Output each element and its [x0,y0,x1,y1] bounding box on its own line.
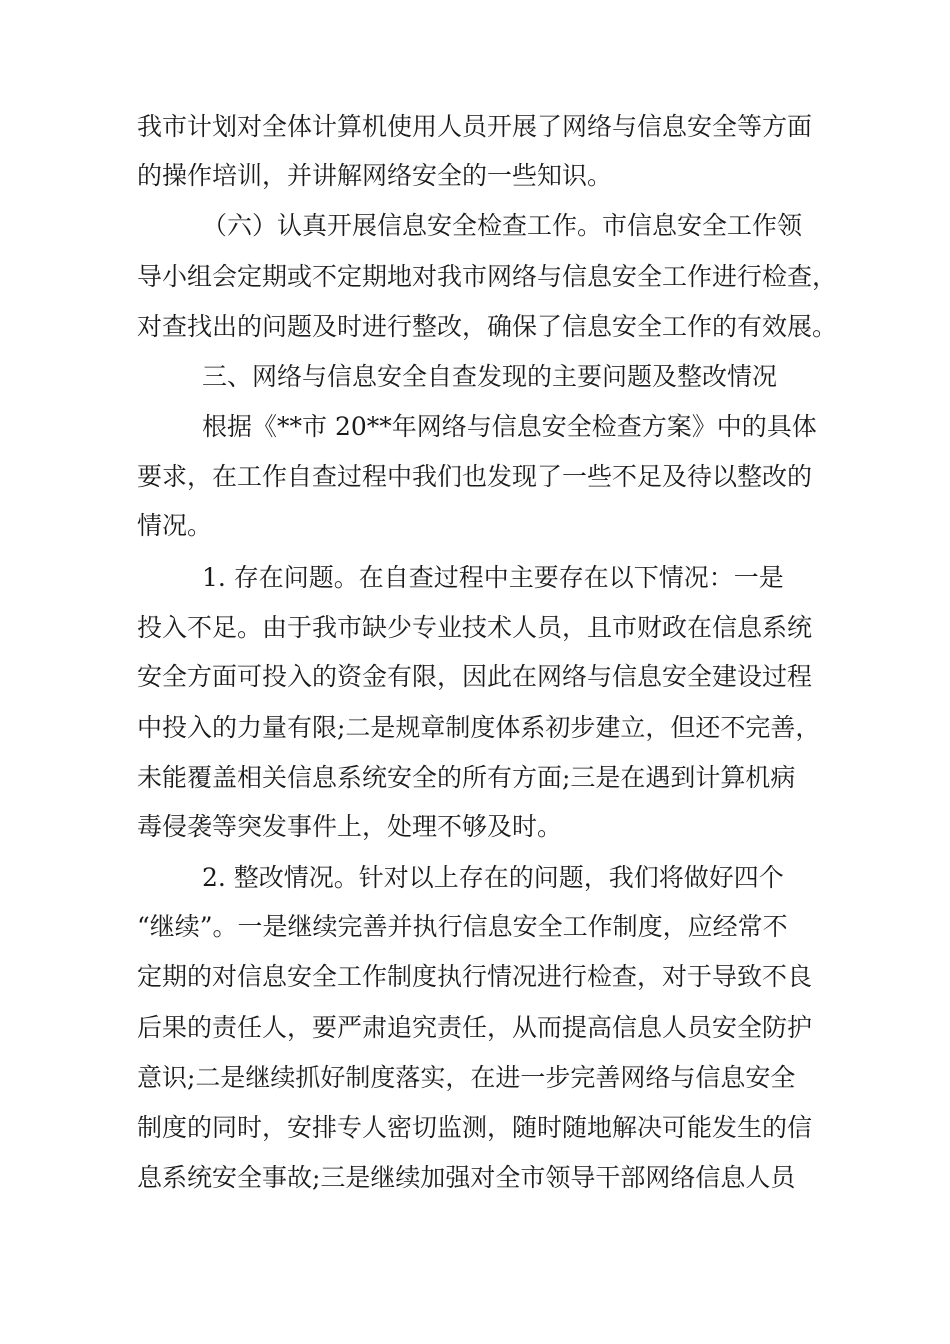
text-line: 后果的责任人，要严肃追究责任，从而提高信息人员安全防护 [137,1013,813,1042]
text-line: 对查找出的问题及时进行整改，确保了信息安全工作的有效展。 [137,312,838,341]
text-line: 的操作培训，并讲解网络安全的一些知识。 [137,161,613,190]
text-line: 毒侵袭等突发事件上，处理不够及时。 [137,812,563,841]
text-line: 要求，在工作自查过程中我们也发现了一些不足及待以整改的 [137,462,813,491]
text-line: 2. 整改情况。针对以上存在的问题，我们将做好四个 [202,863,784,892]
text-line: “继续”。一是继续完善并执行信息安全工作制度，应经常不 [137,912,788,941]
text-line: 我市计划对全体计算机使用人员开展了网络与信息安全等方面 [137,112,813,141]
text-line: （六）认真开展信息安全检查工作。市信息安全工作领 [202,211,803,240]
text-line: 投入不足。由于我市缺少专业技术人员，且市财政在信息系统 [137,613,813,642]
text-line: 安全方面可投入的资金有限，因此在网络与信息安全建设过程 [137,662,813,691]
text-line: 未能覆盖相关信息系统安全的所有方面;三是在遇到计算机病 [137,763,796,792]
text-line: 根据《**市 20**年网络与信息安全检查方案》中的具体 [202,412,817,441]
text-line: 息系统安全事故;三是继续加强对全市领导干部网络信息人员 [137,1163,796,1192]
text-line: 1. 存在问题。在自查过程中主要存在以下情况：一是 [202,563,784,592]
text-line: 导小组会定期或不定期地对我市网络与信息安全工作进行检查， [137,262,838,291]
text-line: 定期的对信息安全工作制度执行情况进行检查，对于导致不良 [137,962,813,991]
section-heading: 三、网络与信息安全自查发现的主要问题及整改情况 [202,362,778,391]
text-line: 制度的同时，安排专人密切监测，随时随地解决可能发生的信 [137,1113,813,1142]
text-line: 情况。 [137,511,213,540]
text-line: 意识;二是继续抓好制度落实，在进一步完善网络与信息安全 [137,1063,796,1092]
text-line: 中投入的力量有限;二是规章制度体系初步建立，但还不完善， [137,713,821,742]
